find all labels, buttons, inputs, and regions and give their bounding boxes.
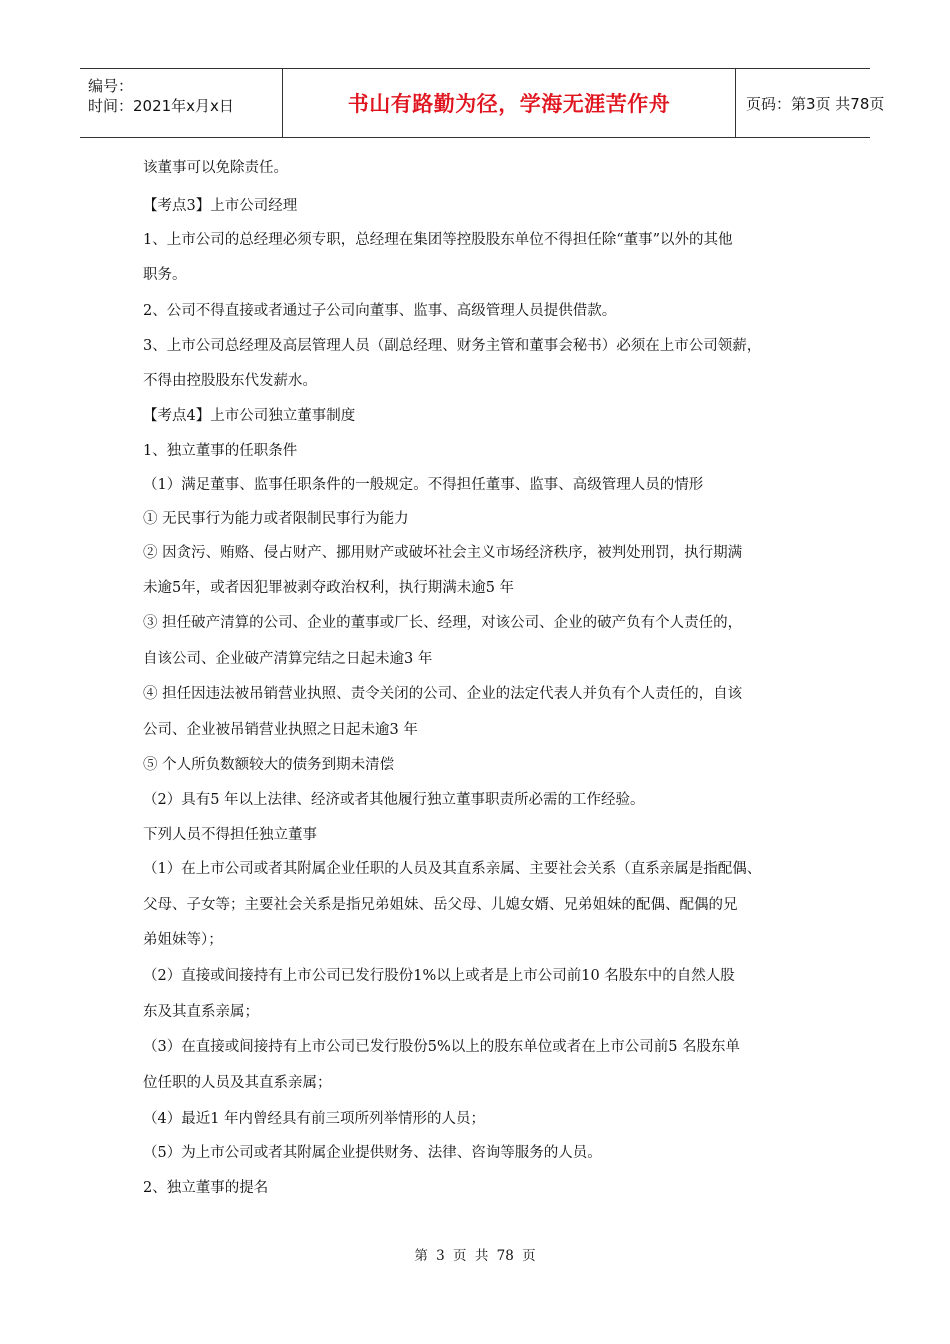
body-line: 公司、企业被吊销营业执照之日起未逾3 年 bbox=[143, 722, 418, 738]
header-page-cell bbox=[736, 69, 885, 137]
body-line: 该董事可以免除责任。 bbox=[143, 160, 288, 176]
body-line: ② 因贪污、贿赂、侵占财产、挪用财产或破坏社会主义市场经济秩序，被判处刑罚，执行期满 bbox=[143, 545, 743, 561]
body-line: ③ 担任破产清算的公司、企业的董事或厂长、经理，对该公司、企业的破产负有个人责任的， bbox=[143, 615, 743, 631]
header-motto: 书山有路勤为径，学海无涯苦作舟 bbox=[347, 92, 671, 116]
body-line: 自该公司、企业破产清算完结之日起未逾3 年 bbox=[143, 651, 433, 667]
page-footer bbox=[0, 1244, 950, 1264]
footer-total-pages: 78 bbox=[496, 1248, 514, 1264]
body-line: 弟姐妹等）； bbox=[143, 932, 223, 948]
body-line: （1）在上市公司或者其附属企业任职的人员及其直系亲属、主要社会关系（直系亲属是指配偶、 bbox=[143, 861, 762, 877]
footer-page-number: 3 bbox=[436, 1248, 445, 1264]
footer-ye-end: 页 bbox=[522, 1248, 536, 1264]
body-line: 东及其直系亲属； bbox=[143, 1004, 259, 1020]
header-page-code: 页码：第3页 共78页 bbox=[746, 94, 885, 113]
body-line: ⑤ 个人所负数额较大的债务到期未清偿 bbox=[143, 757, 395, 773]
footer-di: 第 bbox=[414, 1248, 428, 1264]
body-line: 1、上市公司的总经理必须专职，总经理在集团等控股股东单位不得担任除“董事”以外的其他 bbox=[143, 232, 733, 248]
document-number-label: 编号： bbox=[88, 77, 134, 95]
body-line: 不得由控股股东代发薪水。 bbox=[143, 373, 317, 389]
body-line: （4）最近1 年内曾经具有前三项所列举情形的人员； bbox=[143, 1111, 486, 1127]
body-line: 2、独立董事的提名 bbox=[143, 1180, 269, 1196]
body-line: 【考点4】上市公司独立董事制度 bbox=[143, 408, 356, 424]
header-motto-cell bbox=[282, 69, 736, 137]
body-line: 父母、子女等；主要社会关系是指兄弟姐妹、岳父母、儿媳女婿、兄弟姐妹的配偶、配偶的兄 bbox=[143, 897, 738, 913]
footer-ye: 页 bbox=[453, 1248, 467, 1264]
body-line: 【考点3】上市公司经理 bbox=[143, 198, 298, 214]
body-line: 位任职的人员及其直系亲属； bbox=[143, 1075, 332, 1091]
body-line: ① 无民事行为能力或者限制民事行为能力 bbox=[143, 511, 409, 527]
header-left-cell bbox=[80, 69, 282, 137]
body-line: ④ 担任因违法被吊销营业执照、责令关闭的公司、企业的法定代表人并负有个人责任的，自该 bbox=[143, 686, 743, 702]
body-line: 1、独立董事的任职条件 bbox=[143, 443, 298, 459]
body-line: 未逾5年，或者因犯罪被剥夺政治权利，执行期满未逾5 年 bbox=[143, 580, 515, 596]
body-line: （2）直接或间接持有上市公司已发行股份1%以上或者是上市公司前10 名股东中的自然人股 bbox=[143, 968, 735, 984]
body-line: （5）为上市公司或者其附属企业提供财务、法律、咨询等服务的人员。 bbox=[143, 1145, 602, 1161]
body-line: 职务。 bbox=[143, 267, 187, 283]
footer-gong: 共 bbox=[474, 1248, 489, 1264]
document-time-label: 时间：2021年x月x日 bbox=[88, 97, 234, 115]
body-line: 下列人员不得担任独立董事 bbox=[143, 827, 317, 843]
body-line: 3、上市公司总经理及高层管理人员（副总经理、财务主管和董事会秘书）必须在上市公司领薪， bbox=[143, 338, 762, 354]
body-line: （3）在直接或间接持有上市公司已发行股份5%以上的股东单位或者在上市公司前5 名股东单 bbox=[143, 1039, 741, 1055]
body-line: 2、公司不得直接或者通过子公司向董事、监事、高级管理人员提供借款。 bbox=[143, 303, 617, 319]
body-line: （2）具有5 年以上法律、经济或者其他履行独立董事职责所必需的工作经验。 bbox=[143, 792, 645, 808]
page-header bbox=[80, 68, 885, 138]
body-line: （1）满足董事、监事任职条件的一般规定。不得担任董事、监事、高级管理人员的情形 bbox=[143, 477, 704, 493]
